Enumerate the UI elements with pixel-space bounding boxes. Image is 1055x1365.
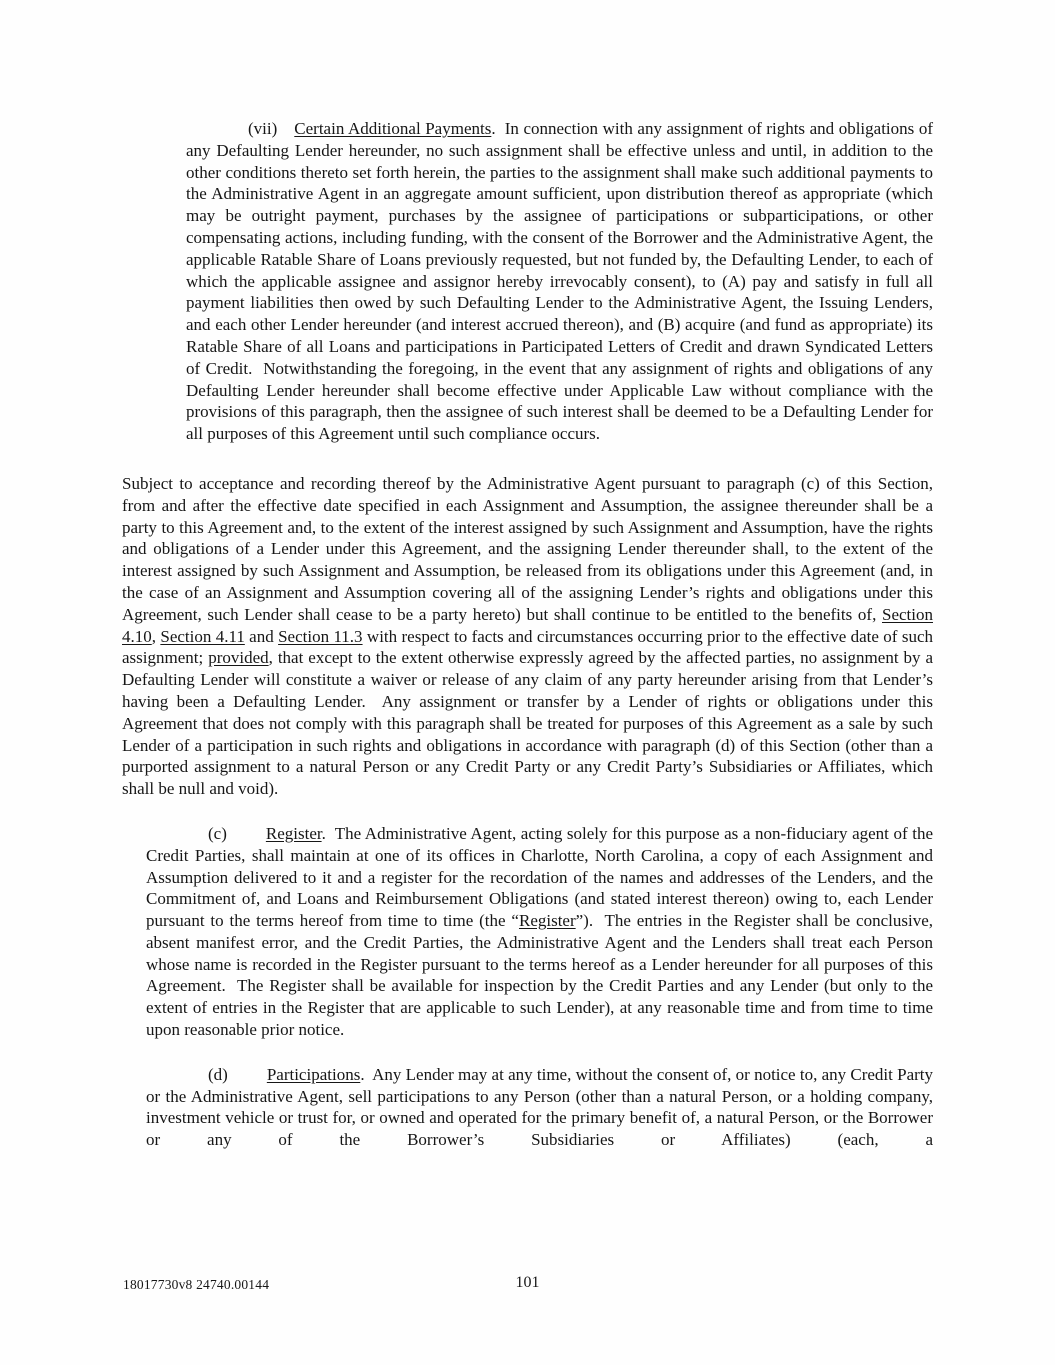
text-run: Subject to acceptance and recording thereof by the Administrative Agent pursuant to paragraph (c) of this Section, from and after the effective date specified in each Assignment and Assumption, the assignee thereunder shall be a party to this Agreement and, to the extent of the interest assigned by such Assignment and Assumption, have the rights and obligations of a Lender under this Agreement, and the assigning Lender thereunder shall, to the extent of the interest assigned by such Assignment and Assumption, be released from its obligations under this Agreement (and, in the case of an Assignment and Assumption covering all of the assigning Lender’s rights and obligations under this Agreement, such Lender shall cease to be a party hereto) but shall continue to be entitled to the benefits of,	[122, 473, 933, 624]
paragraph-c-register	[146, 823, 933, 1041]
underlined-text-run: provided	[208, 648, 269, 668]
text-run: . The Administrative Agent, acting solely for this purpose as a non-fiduciary agent of the Credit Parties, shall maintain at one of its offices in Charlotte, North Carolina, a copy of each Assignment and Assumption delivered to it and a register for the recordation of the names and addresses of the Lenders, and the Commitment of, and Loans and Reimbursement Obligations (and stated interest thereon) owing to, each Lender pursuant to the terms hereof from time to time (the “	[146, 823, 933, 931]
text-run: ”). The entries in the Register shall be conclusive, absent manifest error, and the Credit Parties, the Administrative Agent and the Lenders shall treat each Person whose name is recorded in the Register pursuant to the terms hereof as a Lender hereunder for all purposes of this Agreement. The Register shall be available for inspection by the Credit Parties and any Lender (but only to the extent of entries in the Register that are applicable to such Lender), at any reasonable time and from time to time upon reasonable prior notice.	[146, 911, 933, 1040]
paragraph-assignment-effect	[122, 473, 933, 800]
text-run: . Any Lender may at any time, without the consent of, or notice to, any Credit Party or the Administrative Agent, sell participations to any Person (other than a natural Person, or a holding company, investment vehicle or trust for, or owned and operated for the primary benefit of, a natural Person, or the Borrower or any of the Borrower’s Subsidiaries or Affiliates) (each, a	[146, 1064, 933, 1150]
text-run: ,	[151, 626, 161, 646]
paragraph-d-participations	[146, 1064, 933, 1151]
footer-doc-number: 18017730v8 24740.00144	[123, 1277, 270, 1292]
text-run: (vii)	[248, 119, 278, 138]
text-run: and	[244, 626, 279, 646]
text-run: (d)	[208, 1064, 228, 1084]
paragraph-vii-certain-additional-payments	[186, 118, 933, 445]
underlined-text-run: Register	[265, 823, 322, 843]
text-run: . In connection with any assignment of rights and obligations of any Defaulting Lender hereunder, no such assignment shall be effective unless and until, in addition to the other conditions thereto set forth herein, the parties to the assignment shall make such additional payments to the Administrative Agent in an aggregate amount sufficient, upon distribution thereof as appropriate (which may be outright payment, purchases by the assignee of participations or subparticipations, or other compensating actions, including funding, with the consent of the Borrower and the Administrative Agent, the applicable Ratable Share of Loans previously requested, but not funded by, the Defaulting Lender, to each of which the applicable assignee and assignor hereby irrevocably consent), to (A) pay and satisfy in full all payment liabilities then owed by such Defaulting Lender to the Administrative Agent, the Issuing Lenders, and each other Lender hereunder (and interest accrued thereon), and (B) acquire (and fund as appropriate) its Ratable Share of all Loans and participations in Participated Letters of Credit and drawn Syndicated Letters of Credit. Notwithstanding the foregoing, in the event that any assignment of rights and obligations of any Defaulting Lender hereunder shall become effective under Applicable Law without compliance with the provisions of this paragraph, then the assignee of such interest shall be deemed to be a Defaulting Lender for all purposes of this Agreement until such compliance occurs.	[186, 119, 933, 444]
underlined-text-run: Section 4.10	[122, 604, 933, 646]
page-number: 101	[515, 1274, 540, 1291]
underlined-text-run: Certain Additional Payments	[294, 119, 492, 138]
underlined-text-run: Section 11.3	[278, 626, 363, 646]
text-run: (c)	[208, 823, 227, 843]
underlined-text-run: Section 4.11	[160, 626, 245, 646]
underlined-text-run: Participations	[266, 1064, 361, 1084]
page-footer	[0, 1274, 1055, 1300]
underlined-text-run: Register	[518, 911, 576, 931]
text-run: with respect to facts and circumstances occurring prior to the effective date of such assignment;	[122, 626, 933, 668]
text-run: , that except to the extent otherwise expressly agreed by the affected parties, no assignment by a Defaulting Lender will constitute a waiver or release of any claim of any party hereunder arising from that Lender’s having been a Defaulting Lender. Any assignment or transfer by a Lender of rights or obligations under this Agreement that does not comply with this paragraph shall be treated for purposes of this Agreement as a sale by such Lender of a participation in such rights and obligations in accordance with paragraph (d) of this Section (other than a purported assignment to a natural Person or any Credit Party or any Credit Party’s Subsidiaries or Affiliates, which shall be null and void).	[122, 648, 934, 799]
